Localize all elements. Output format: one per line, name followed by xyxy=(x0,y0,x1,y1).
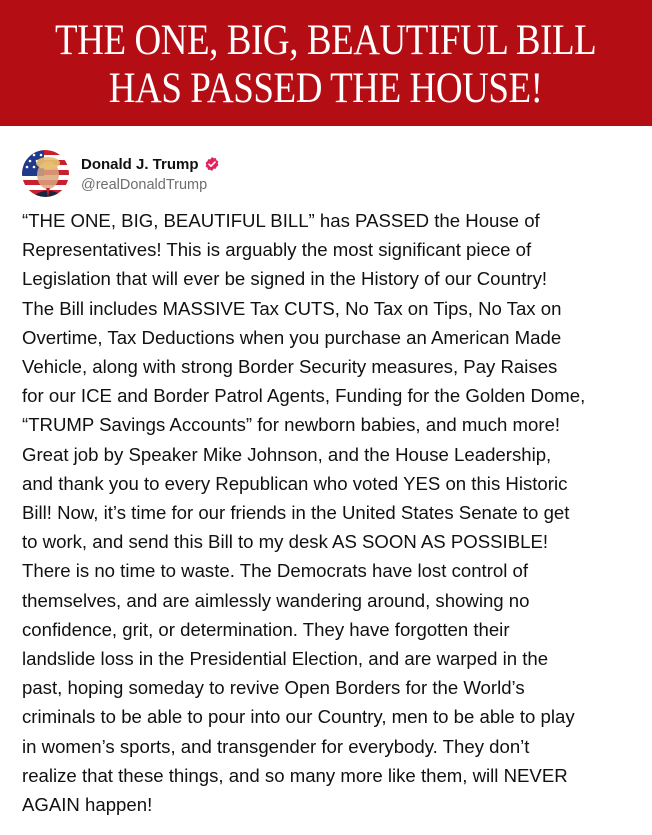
author-name[interactable]: Donald J. Trump xyxy=(81,155,199,173)
post-text-line: landslide loss in the Presidential Election, and are warped in the xyxy=(22,648,549,670)
post-text-line: realize that these things, and so many more like them, will NEVER xyxy=(22,764,568,786)
post-text-line: themselves, and are aimlessly wandering around, showing no xyxy=(22,589,530,611)
headline-line-2: HAS PASSED THE HOUSE! xyxy=(109,65,543,112)
verified-badge-icon xyxy=(204,156,220,172)
post-text-line: Great job by Speaker Mike Johnson, and the House Leadership, xyxy=(22,443,552,465)
post-text-line: past, hoping someday to revive Open Borders for the World’s xyxy=(22,677,525,699)
avatar-image xyxy=(22,150,69,197)
post-text-line: There is no time to waste. The Democrats have lost control of xyxy=(22,560,529,582)
post-text-line: AGAIN happen! xyxy=(22,794,153,816)
post-text-line: Vehicle, along with strong Border Security measures, Pay Raises xyxy=(22,356,558,378)
headline-banner xyxy=(0,0,652,126)
author-handle[interactable]: @realDonaldTrump xyxy=(81,177,208,193)
post-card xyxy=(0,126,652,835)
headline-line-1: THE ONE, BIG, BEAUTIFUL BILL xyxy=(55,17,597,64)
post-text-line: confidence, grit, or determination. They have forgotten their xyxy=(22,618,510,640)
post-text-line: “THE ONE, BIG, BEAUTIFUL BILL” has PASSED the House of xyxy=(22,210,540,231)
post-text-line: and thank you to every Republican who voted YES on this Historic xyxy=(22,472,568,494)
post-author[interactable] xyxy=(22,150,220,197)
post-text-line: Representatives! This is arguably the most significant piece of xyxy=(22,239,532,261)
post-text-line: “TRUMP Savings Accounts” for newborn babies, and much more! xyxy=(22,414,561,436)
avatar[interactable] xyxy=(22,150,69,197)
post-text-line: criminals to be able to pour into our Country, men to be able to play xyxy=(22,706,575,728)
post-text-line: to work, and send this Bill to my desk AS SOON AS POSSIBLE! xyxy=(22,531,549,553)
author-name-row xyxy=(81,154,220,174)
post-text-line: for our ICE and Border Patrol Agents, Funding for the Golden Dome, xyxy=(22,385,586,407)
headline xyxy=(55,17,596,113)
post-text-line: Legislation that will ever be signed in the History of our Country! xyxy=(22,268,548,290)
post-text-line: in women’s sports, and transgender for everybody. They don’t xyxy=(22,735,530,757)
author-names xyxy=(81,154,220,193)
post-text-line: The Bill includes MASSIVE Tax CUTS, No Tax on Tips, No Tax on xyxy=(22,297,562,319)
post-text-line: Bill! Now, it’s time for our friends in the United States Senate to get xyxy=(22,502,570,524)
post-body xyxy=(22,206,642,819)
post-text-line: Overtime, Tax Deductions when you purchase an American Made xyxy=(22,326,562,348)
